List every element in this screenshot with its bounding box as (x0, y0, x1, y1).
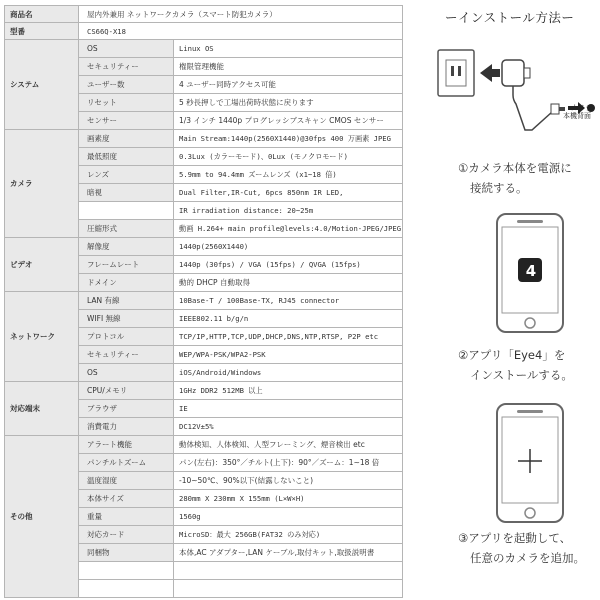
spec-label: 最低照度 (79, 148, 174, 166)
model-value: CS66Q-X18 (79, 23, 403, 40)
spec-label: セキュリティー (79, 58, 174, 76)
spec-label: 温度湿度 (79, 472, 174, 490)
spec-label: リセット (79, 94, 174, 112)
spec-label: 本体サイズ (79, 490, 174, 508)
spec-label: 画素度 (79, 130, 174, 148)
step-1-text (458, 158, 572, 198)
spec-label: 圧縮形式 (79, 220, 174, 238)
install-panel (415, 0, 600, 600)
spec-value: 0.3Lux (カラーモード)、0Lux (モノクロモード) (174, 148, 403, 166)
spec-label: WIFI 無線 (79, 310, 174, 328)
spec-table (4, 5, 403, 598)
table-row (5, 436, 403, 454)
spec-value: 1/3 インチ 1440p プログレッシブスキャン CMOS センサー (174, 112, 403, 130)
spec-label: レンズ (79, 166, 174, 184)
spec-value: IEEE802.11 b/g/n (174, 310, 403, 328)
spec-value: 動的 DHCP 自動取得 (174, 274, 403, 292)
arrow-left-icon (480, 64, 500, 82)
spec-label: LAN 有線 (79, 292, 174, 310)
spec-label: OS (79, 364, 174, 382)
spec-value: DC12V±5% (174, 418, 403, 436)
spec-value: TCP/IP,HTTP,TCP,UDP,DHCP,DNS,NTP,RTSP, P2P etc (174, 328, 403, 346)
step-1-line2: 接続する。 (470, 181, 528, 195)
app-icon-glyph: 4 (525, 262, 537, 280)
spec-value: パン(左右)：350°／チルト(上下)：90°／ズーム：1~18 倍 (174, 454, 403, 472)
spec-label (79, 202, 174, 220)
spec-label: OS (79, 40, 174, 58)
spec-value: 1440p (30fps) / VGA (15fps) / QVGA (15fps) (174, 256, 403, 274)
spec-label: センサー (79, 112, 174, 130)
spec-label: パンチルトズーム (79, 454, 174, 472)
install-title: ーインストール方法ー (445, 10, 575, 25)
spec-label: アラート機能 (79, 436, 174, 454)
spec-value: 1440p(2560X1440) (174, 238, 403, 256)
category-network: ネットワーク (5, 292, 79, 382)
product-name-value: 屋内外兼用 ネットワークカメラ（スマート防犯カメラ） (79, 6, 403, 23)
spec-value: Dual Filter,IR-Cut, 6pcs 850nm IR LED, (174, 184, 403, 202)
table-row (5, 238, 403, 256)
spec-value: 4 ユーザー同時アクセス可能 (174, 76, 403, 94)
category-video: ビデオ (5, 238, 79, 292)
spec-value: Linux OS (174, 40, 403, 58)
spec-value (174, 580, 403, 598)
spec-value: 5.9mm to 94.4mm ズームレンズ (x1~18 倍) (174, 166, 403, 184)
spec-row-product-name (5, 6, 403, 23)
category-devices: 対応端末 (5, 382, 79, 436)
category-system: システム (5, 40, 79, 130)
spec-label: CPU/メモリ (79, 382, 174, 400)
step-3-text (458, 528, 585, 568)
spec-label: 同梱物 (79, 544, 174, 562)
spec-value: MicroSD：最大 256GB(FAT32 のみ対応) (174, 526, 403, 544)
category-other: その他 (5, 436, 79, 598)
spec-label: セキュリティー (79, 346, 174, 364)
spec-value: 動画 H.264+ main profile@levels:4.0/Motion-JPEG/JPEG (174, 220, 403, 238)
spec-label: ブラウザ (79, 400, 174, 418)
step-1-line1: ①カメラ本体を電源に (458, 161, 572, 175)
spec-value: 10Base-T / 100Base-TX, RJ45 connector (174, 292, 403, 310)
spec-label: ユーザー数 (79, 76, 174, 94)
power-adapter-icon (502, 60, 524, 86)
spec-value: 1560g (174, 508, 403, 526)
spec-label (79, 562, 174, 580)
phone-add-camera-illustration (495, 402, 565, 524)
spec-label: 解像度 (79, 238, 174, 256)
spec-label: ドメイン (79, 274, 174, 292)
step-3-line2: 任意のカメラを追加。 (470, 551, 585, 565)
table-row (5, 292, 403, 310)
spec-value: 1GHz DDR2 512MB 以上 (174, 382, 403, 400)
camera-label (563, 104, 592, 120)
spec-value: 本体,AC アダプター,LAN ケーブル,取付キット,取扱説明書 (174, 544, 403, 562)
product-name-label: 商品名 (5, 6, 79, 23)
spec-value: WEP/WPA-PSK/WPA2-PSK (174, 346, 403, 364)
spec-value: 動体検知、人体検知、人型フレーミング、煙音検出 etc (174, 436, 403, 454)
spec-label: プロトコル (79, 328, 174, 346)
step-3-line1: ③アプリを起動して、 (458, 531, 572, 545)
phone-app-illustration (495, 212, 565, 334)
spec-label: フレームレート (79, 256, 174, 274)
step-2-text (458, 345, 573, 385)
spec-label: 消費電力 (79, 418, 174, 436)
spec-value: IR irradiation distance: 20~25m (174, 202, 403, 220)
spec-label (79, 580, 174, 598)
table-row (5, 130, 403, 148)
spec-label: 重量 (79, 508, 174, 526)
model-label: 型番 (5, 23, 79, 40)
table-row (5, 382, 403, 400)
category-camera: カメラ (5, 130, 79, 238)
spec-value: Main Stream:1440p(2560X1440)@30fps 400 万画素 JPEG (174, 130, 403, 148)
spec-value: iOS/Android/Windows (174, 364, 403, 382)
table-row (5, 40, 403, 58)
spec-value: 280mm X 230mm X 155mm (L×W×H) (174, 490, 403, 508)
spec-value: IE (174, 400, 403, 418)
spec-value: 5 秒長押しで工場出荷時状態に戻ります (174, 94, 403, 112)
step-2-line2: インストールする。 (470, 368, 573, 382)
camera-label-line1: カメラ (571, 104, 592, 112)
spec-label: 暗視 (79, 184, 174, 202)
spec-row-model (5, 23, 403, 40)
camera-label-line2: 本機背面 (563, 112, 591, 120)
spec-value (174, 562, 403, 580)
spec-value: 権限管理機能 (174, 58, 403, 76)
step-2-line1: ②アプリ「Eye4」を (458, 348, 566, 362)
dc-plug-icon (551, 104, 559, 114)
spec-label: 対応カード (79, 526, 174, 544)
spec-value: -10~50℃、90%以下(結露しないこと) (174, 472, 403, 490)
power-connection-illustration (430, 40, 600, 140)
